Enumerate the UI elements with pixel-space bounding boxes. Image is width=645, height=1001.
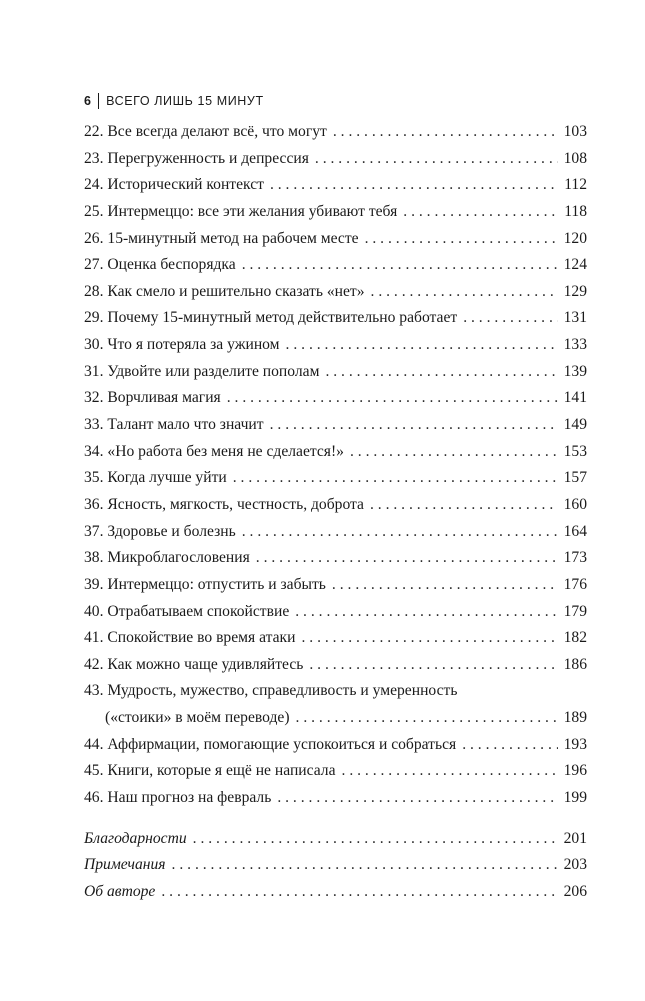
- toc-entry-title: 34. «Но работа без меня не сделается!»: [84, 442, 344, 460]
- toc-entry-38[interactable]: [84, 545, 587, 572]
- toc-entry-page: 108: [563, 149, 587, 167]
- running-title: ВСЕГО ЛИШЬ 15 МИНУТ: [106, 94, 264, 108]
- table-of-contents: [84, 119, 587, 906]
- toc-entry-27[interactable]: [84, 252, 587, 279]
- dot-leader: [350, 439, 558, 466]
- toc-entry-page: 203: [563, 856, 587, 874]
- toc-entry-title: 32. Ворчливая магия: [84, 389, 221, 407]
- dot-leader: [161, 879, 557, 906]
- toc-entry-title: 39. Интермеццо: отпустить и забыть: [84, 575, 326, 593]
- dot-leader: [193, 826, 558, 853]
- toc-entry-42[interactable]: [84, 652, 587, 679]
- toc-entry-36[interactable]: [84, 492, 587, 519]
- dot-leader: [325, 359, 557, 386]
- toc-entry-28[interactable]: [84, 279, 587, 306]
- toc-entry-page: 120: [563, 229, 587, 247]
- toc-entry-title: 26. 15-минутный метод на рабочем месте: [84, 229, 359, 247]
- toc-entry-title: 27. Оценка беспорядка: [84, 256, 236, 274]
- toc-entry-title: 22. Все всегда делают всё, что могут: [84, 123, 327, 140]
- toc-entry-24[interactable]: [84, 172, 587, 199]
- toc-entry-35[interactable]: [84, 465, 587, 492]
- toc-entry-29[interactable]: [84, 305, 587, 332]
- toc-entry-32[interactable]: [84, 385, 587, 412]
- dot-leader: [332, 572, 558, 599]
- toc-entry-title: 44. Аффирмации, помогающие успокоиться и собраться: [84, 735, 457, 753]
- toc-entry-title: 37. Здоровье и болезнь: [84, 522, 236, 540]
- toc-entry-title: 29. Почему 15-минутный метод действительно работает: [84, 309, 458, 327]
- toc-entry-page: 131: [563, 309, 587, 327]
- toc-entry-41[interactable]: [84, 625, 587, 652]
- toc-entry-title: Благодарности: [84, 829, 187, 847]
- toc-entry-page: 206: [563, 882, 587, 900]
- header-divider: [98, 93, 100, 109]
- toc-entry-page: 141: [563, 389, 587, 407]
- toc-entry-31[interactable]: [84, 359, 587, 386]
- toc-entry-22[interactable]: [84, 119, 587, 146]
- toc-entry-39[interactable]: [84, 572, 587, 599]
- dot-leader: [233, 465, 558, 492]
- toc-entry-title-continued: («стоики» в моём переводе): [105, 709, 290, 727]
- dot-leader: [172, 852, 558, 879]
- toc-entry-25[interactable]: [84, 199, 587, 226]
- toc-entry-45[interactable]: [84, 758, 587, 785]
- toc-entry-page: 153: [563, 442, 587, 460]
- toc-entry-title: 28. Как смело и решительно сказать «нет»: [84, 282, 365, 300]
- toc-entry-page: 179: [563, 602, 587, 620]
- dot-leader: [342, 758, 558, 785]
- toc-entry-title: 35. Когда лучше уйти: [84, 469, 227, 487]
- toc-entry-page: 173: [563, 549, 587, 567]
- dot-leader: [315, 146, 558, 173]
- toc-entry-page: 149: [563, 416, 587, 434]
- dot-leader: [270, 172, 558, 199]
- toc-entry-title: Об авторе: [84, 882, 156, 900]
- dot-leader: [242, 519, 558, 546]
- toc-entry-title: 36. Ясность, мягкость, честность, доброта: [84, 495, 364, 513]
- section-gap: [84, 812, 587, 826]
- toc-entry-title: 38. Микроблагословения: [84, 549, 250, 567]
- toc-entry-page: 139: [563, 362, 587, 380]
- toc-entry-23[interactable]: [84, 146, 587, 173]
- toc-entry-page: 193: [563, 735, 587, 753]
- toc-entry-title: 41. Спокойствие во время атаки: [84, 629, 296, 647]
- toc-entry-37[interactable]: [84, 519, 587, 546]
- toc-entry-title: 42. Как можно чаще удивляйтесь: [84, 655, 304, 673]
- dot-leader: [277, 785, 557, 812]
- toc-entry-page: 157: [563, 469, 587, 487]
- toc-entry-page: 189: [563, 709, 587, 727]
- dot-leader: [370, 492, 558, 519]
- toc-entry-notes[interactable]: [84, 852, 587, 879]
- toc-entry-page: 186: [563, 655, 587, 673]
- dot-leader: [242, 252, 558, 279]
- toc-entry-title: 30. Что я потеряла за ужином: [84, 336, 280, 354]
- toc-entry-page: 196: [563, 762, 587, 780]
- toc-entry-page: 182: [563, 629, 587, 647]
- toc-entry-page: 199: [563, 789, 587, 807]
- toc-entry-page: 129: [563, 282, 587, 300]
- dot-leader: [296, 705, 558, 732]
- toc-entry-40[interactable]: [84, 599, 587, 626]
- toc-entry-about-author[interactable]: [84, 879, 587, 906]
- toc-entry-page: 133: [563, 336, 587, 354]
- toc-entry-title: 40. Отрабатываем спокойствие: [84, 602, 290, 620]
- toc-entry-page: 103: [563, 123, 587, 140]
- toc-entry-title: 23. Перегруженность и депрессия: [84, 149, 309, 167]
- toc-entry-acknowledgements[interactable]: [84, 826, 587, 853]
- running-head: [84, 92, 264, 110]
- toc-entry-title: 46. Наш прогноз на февраль: [84, 789, 272, 807]
- toc-entry-page: 164: [563, 522, 587, 540]
- toc-entry-title: 25. Интермеццо: все эти желания убивают тебя: [84, 202, 398, 220]
- toc-entry-title: 45. Книги, которые я ещё не написала: [84, 762, 336, 780]
- toc-entry-title: 43. Мудрость, мужество, справедливость и умеренность: [84, 682, 458, 700]
- toc-entry-46[interactable]: [84, 785, 587, 812]
- toc-entry-page: 176: [563, 575, 587, 593]
- dot-leader: [270, 412, 558, 439]
- dot-leader: [227, 385, 558, 412]
- toc-entry-43[interactable]: [84, 678, 587, 731]
- toc-entry-44[interactable]: [84, 732, 587, 759]
- dot-leader: [295, 599, 557, 626]
- toc-entry-title: Примечания: [84, 856, 166, 874]
- page-number: 6: [84, 94, 92, 108]
- dot-leader: [371, 279, 558, 306]
- dot-leader: [463, 305, 557, 332]
- toc-entry-title: 33. Талант мало что значит: [84, 416, 264, 434]
- dot-leader: [309, 652, 557, 679]
- dot-leader: [286, 332, 558, 359]
- toc-entry-page: 112: [564, 176, 587, 194]
- toc-entry-30[interactable]: [84, 332, 587, 359]
- toc-entry-page: 201: [563, 829, 587, 847]
- dot-leader: [256, 545, 558, 572]
- dot-leader: [333, 119, 558, 146]
- toc-entry-page: 160: [563, 495, 587, 513]
- toc-entry-title: 24. Исторический контекст: [84, 176, 264, 194]
- dot-leader: [301, 625, 557, 652]
- toc-entry-34[interactable]: [84, 439, 587, 466]
- dot-leader: [365, 226, 558, 253]
- dot-leader: [462, 732, 557, 759]
- toc-entry-title: 31. Удвойте или разделите пополам: [84, 362, 320, 380]
- toc-entry-33[interactable]: [84, 412, 587, 439]
- dot-leader: [403, 199, 558, 226]
- toc-entry-page: 124: [563, 256, 587, 274]
- toc-entry-26[interactable]: [84, 226, 587, 253]
- toc-entry-page: 118: [564, 202, 587, 220]
